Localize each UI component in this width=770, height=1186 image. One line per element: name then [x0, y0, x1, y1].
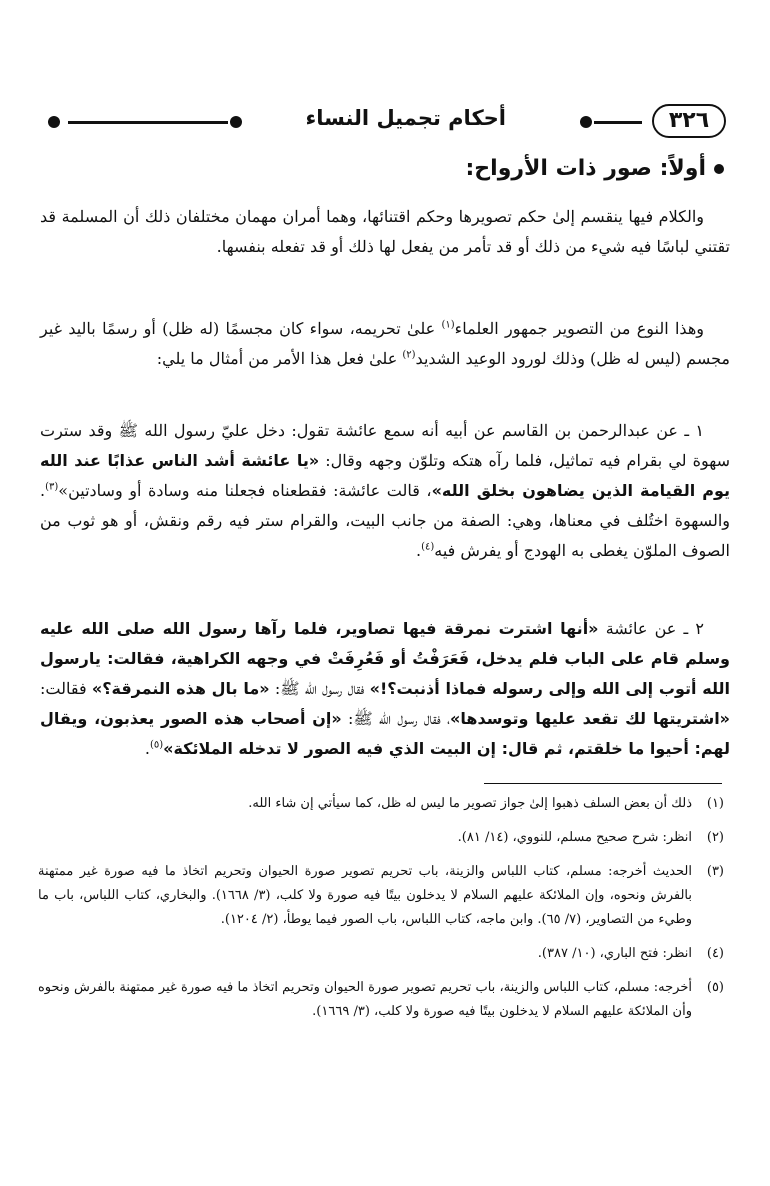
hadith-quote: «إن أصحاب هذه الصور يعذبون، ويقال لهم: أحيوا ما خلقتم، ثم قال: إن البيت الذي فيه الصور لا تدخله الملائكة» [40, 709, 730, 758]
footnote-item [38, 860, 724, 932]
footnote-item [38, 942, 724, 966]
footnote-text: انظر: فتح الباري، (١٠/ ٣٨٧). [537, 946, 692, 961]
text-run: ، فقال رسول الله ﷺ: [341, 709, 451, 728]
footnote-text: الحديث أخرجه: مسلم، كتاب اللباس والزينة، باب تحريم تصوير صورة الحيوان وتحريم اتخاذ ما فيه صورة غير ممتهنة بالفرش ونحوه، وإن الملائكة عليهم السلام لا يدخلون بيتًا فيه صورة ولا كلب، (٣/ ١٦٦٨). والبخاري، كتاب اللباس، باب ما وطيء من التصاوير، (٧/ ٦٥). وابن ماجه، كتاب اللباس، باب الصور فيما يوطأ، (٢/ ١٢٠٤). [38, 864, 692, 927]
footnote-ref: (٥) [149, 739, 164, 751]
text-run: فقال رسول الله ﷺ: [269, 679, 370, 698]
footnote-separator [484, 783, 722, 784]
paragraph-hadith-2 [40, 614, 730, 764]
footnote-item [38, 792, 724, 816]
text-run: علىٰ تحريمه، سواء كان مجسمًا (له ظل) أو رسمًا باليد غير مجسم (ليس له ظل) وذلك لورود الوعيد الشديد [40, 319, 730, 368]
footnote-number: (٤) [706, 946, 724, 961]
paragraph-text [40, 416, 730, 566]
footnote-item [38, 976, 724, 1024]
footnote-number: (٥) [706, 980, 724, 995]
text-run: ، قالت عائشة: فقطعناه فجعلنا منه وسادة أو وسادتين» [58, 481, 432, 500]
text-run: . [144, 739, 150, 758]
paragraph-ruling [40, 314, 730, 374]
footnote-number: (٣) [706, 864, 724, 879]
paragraph-text [40, 314, 730, 374]
footnotes [38, 792, 724, 1034]
footnote-text: انظر: شرح صحيح مسلم، للنووي، (١٤/ ٨١). [457, 830, 692, 845]
bullet-icon [714, 164, 724, 174]
footnote-ref: (١) [441, 319, 455, 331]
page-number: ٣٢٦ [652, 104, 726, 138]
footnote-ref: (٤) [421, 541, 435, 553]
hadith-quote: «اشتريتها لك تقعد عليها وتوسدها» [450, 709, 731, 728]
running-title: أحكام تجميل النساء [305, 106, 506, 130]
footnote-number: (٢) [706, 830, 724, 845]
header-rule-left [68, 121, 228, 124]
header-dot-icon [580, 116, 592, 128]
footnote-text: أخرجه: مسلم، كتاب اللباس والزينة، باب تحريم تصوير صورة الحيوان وتحريم اتخاذ ما فيه صورة غير ممتهنة بالفرش ونحوه وأن الملائكة عليهم السلام لا يدخلون بيتًا فيه صورة ولا كلب، (٣/ ١٦٦٩). [38, 980, 692, 1019]
text-run: . [415, 541, 422, 560]
footnote-item [38, 826, 724, 850]
text-run: . والسهوة اختُلف في معناها، وهي: الصفة من جانب البيت، والقرام ستر فيه رقم ونقش، أو هو ثوب من الصوف الملوّن يغطى به الهودج أو يفرش فيه [40, 481, 730, 560]
footnote-ref: (٣) [45, 481, 59, 493]
footnote-text: ذلك أن بعض السلف ذهبوا إلىٰ جواز تصوير ما ليس له ظل، كما سيأتي إن شاء الله. [248, 796, 692, 811]
section-heading-text: أولاً: صور ذات الأرواح: [465, 156, 706, 181]
paragraph-intro [40, 202, 730, 262]
hadith-quote: «أنها اشترت نمرقة فيها تصاوير، فلما رآها رسول الله صلى الله عليه وسلم قام على الباب فلم يدخل، فَعَرَفْتُ أو فَعُرِفَتْ في وجهه الكراهية، فقالت: يارسول الله أتوب إلى الله وإلى رسوله فماذا أذنبت؟!» [40, 619, 731, 698]
text-run: ١ ـ عن عبدالرحمن بن القاسم عن أبيه أنه سمع عائشة تقول: دخل عليّ رسول الله ﷺ وقد سترت سهوة لي بقرام فيه تماثيل، فلما رآه هتكه وتلوّن وجهه وقال: [40, 421, 731, 470]
hadith-quote: «ما بال هذه النمرقة؟» [91, 679, 270, 698]
text-run: فقالت: [40, 679, 92, 698]
text-run: وهذا النوع من التصوير جمهور العلماء [454, 319, 704, 338]
paragraph-text [40, 614, 730, 764]
header-rule-right [594, 121, 642, 124]
section-heading [466, 156, 725, 181]
header-dot-icon [230, 116, 242, 128]
header-dot-icon [48, 116, 60, 128]
page-header [40, 100, 726, 144]
text-run: ٢ ـ عن عائشة [598, 619, 705, 638]
paragraph-text: والكلام فيها ينقسم إلىٰ حكم تصويرها وحكم اقتنائها، وهما أمران مهمان مختلفان ذلك أن المسلمة قد تقتني لباسًا فيه شيء من ذلك أو قد تأمر من يفعل لها ذلك أو قد تفعله بنفسها. [40, 207, 730, 256]
footnote-ref: (٢) [402, 349, 416, 361]
footnote-number: (١) [706, 796, 724, 811]
text-run: علىٰ فعل هذا الأمر من أمثال ما يلي: [156, 349, 403, 368]
hadith-quote: «يا عائشة أشد الناس عذابًا عند الله يوم القيامة الذين يضاهون بخلق الله» [40, 451, 731, 500]
paragraph-hadith-1 [40, 416, 730, 566]
